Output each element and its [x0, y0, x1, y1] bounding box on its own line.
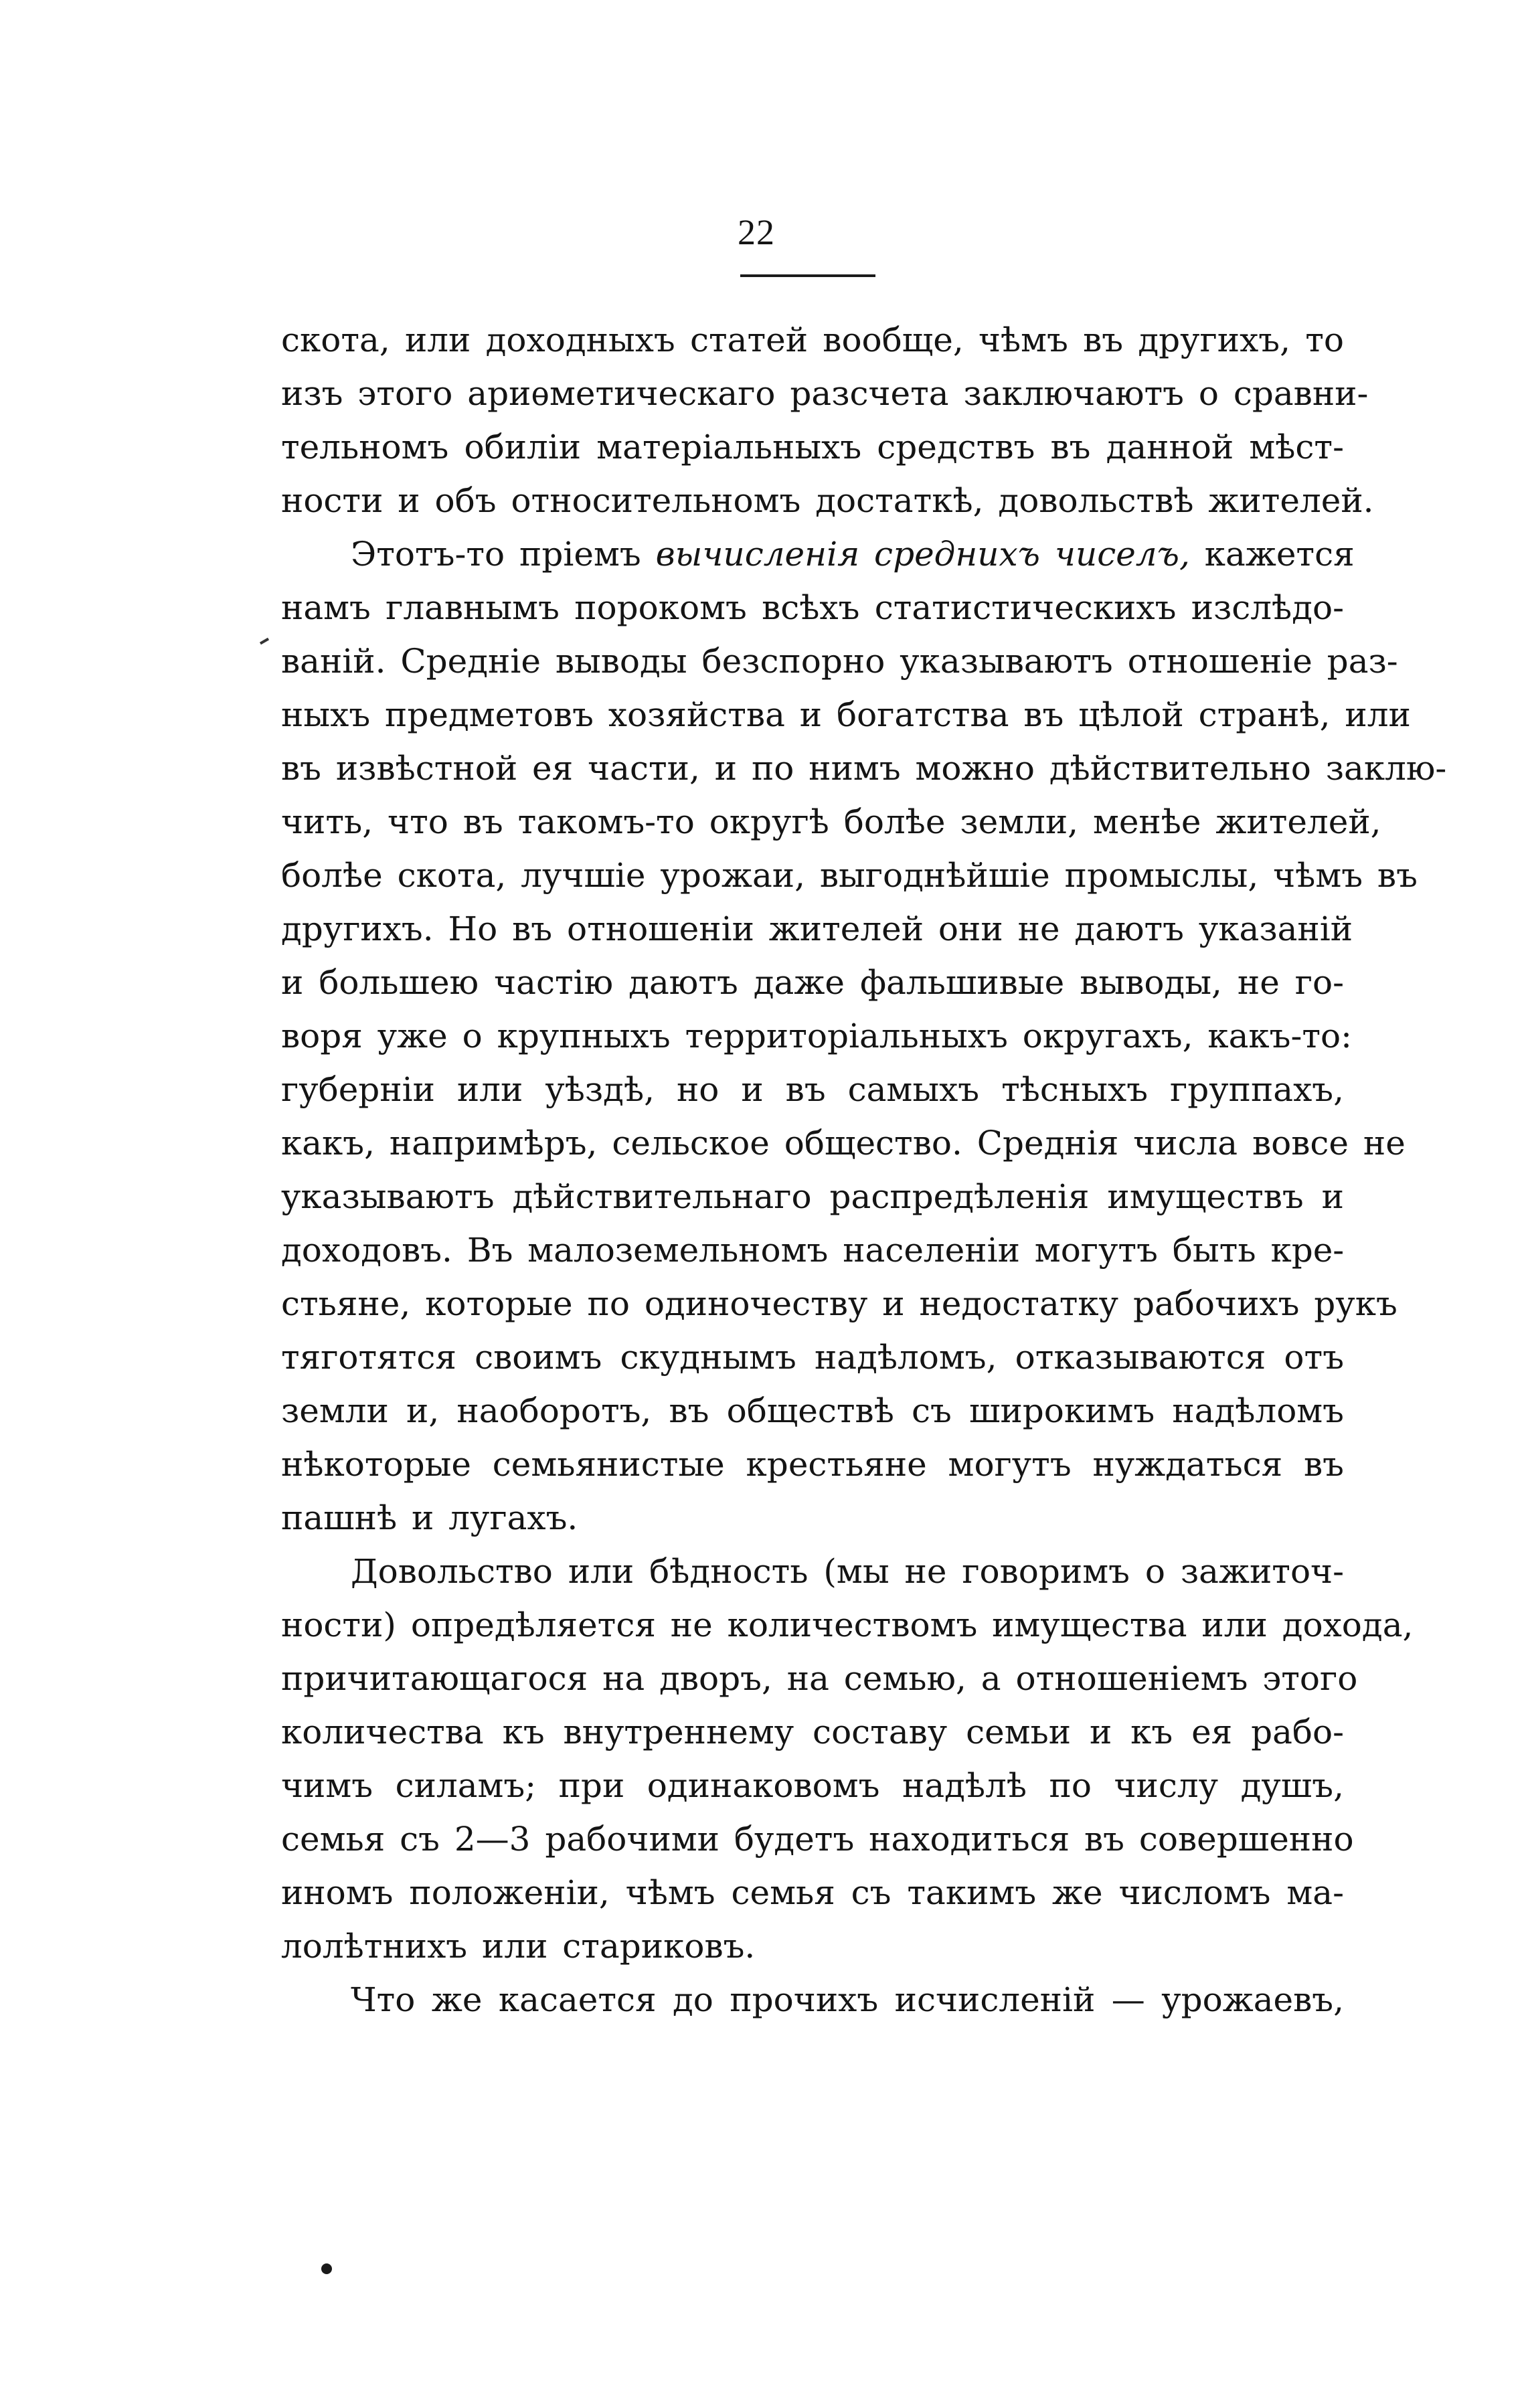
italic-phrase: вычисленія среднихъ чиселъ, — [655, 535, 1190, 574]
text-line: указываютъ дѣйствительнаго распредѣленія имуществъ и — [281, 1177, 1344, 1216]
text-line: стьяне, которые по одиночеству и недостатку рабочихъ рукъ — [281, 1284, 1397, 1323]
text-line: чимъ силамъ; при одинаковомъ надѣлѣ по числу душъ, — [281, 1766, 1344, 1805]
text-line: и большею частію даютъ даже фальшивые выводы, не го- — [281, 963, 1344, 1002]
text-line-first — [281, 527, 1355, 581]
text-line: нѣкоторые семьянистые крестьяне могутъ нуждаться въ — [281, 1445, 1344, 1484]
text-run: Этотъ-то пріемъ — [351, 535, 641, 574]
text-line: пашнѣ и лугахъ. — [281, 1498, 578, 1537]
page-number: 22 — [738, 212, 775, 252]
text-line: ныхъ предметовъ хозяйства и богатства въ цѣлой странѣ, или — [281, 695, 1411, 734]
text-line: Что же касается до прочихъ исчисленій — урожаевъ, — [351, 1980, 1344, 2019]
text-line: чить, что въ такомъ-то округѣ болѣе земли, менѣе жителей, — [281, 802, 1381, 841]
text-line: ваній. Средніе выводы безспорно указываютъ отношеніе раз- — [281, 642, 1398, 681]
text-line: семья съ 2—3 рабочими будетъ находиться въ совершенно — [281, 1820, 1354, 1859]
text-line: скота, или доходныхъ статей вообще, чѣмъ въ другихъ, то — [281, 321, 1344, 359]
text-line: воря уже о крупныхъ территоріальныхъ округахъ, какъ-то: — [281, 1017, 1352, 1055]
text-line: ности) опредѣляется не количествомъ имущества или дохода, — [281, 1606, 1414, 1644]
text-line: изъ этого ариѳметическаго разсчета заключаютъ о сравни- — [281, 374, 1369, 413]
text-line: земли и, наоборотъ, въ обществѣ съ широкимъ надѣломъ — [281, 1391, 1344, 1430]
text-line: болѣе скота, лучшіе урожаи, выгоднѣйшіе промыслы, чѣмъ въ — [281, 856, 1418, 895]
margin-mark — [260, 638, 269, 644]
paragraph-1 — [281, 313, 1374, 527]
text-run: кажется — [1204, 535, 1355, 574]
text-line: намъ главнымъ порокомъ всѣхъ статистическихъ изслѣдо- — [281, 588, 1344, 627]
ink-dot — [321, 2263, 332, 2274]
text-line: какъ, напримѣръ, сельское общество. Среднія числа вовсе не — [281, 1124, 1406, 1163]
paragraph-4 — [281, 1973, 1344, 2027]
text-line: количества къ внутреннему составу семьи и къ ея рабо- — [281, 1713, 1344, 1751]
text-line: доходовъ. Въ малоземельномъ населеніи могутъ быть кре- — [281, 1231, 1345, 1270]
text-line: Довольство или бѣдность (мы не говоримъ о зажиточ- — [351, 1552, 1344, 1591]
text-line: тельномъ обиліи матеріальныхъ средствъ въ данной мѣст- — [281, 428, 1344, 466]
text-line: ности и объ относительномъ достаткѣ, довольствѣ жителей. — [281, 481, 1374, 520]
text-line: тяготятся своимъ скуднымъ надѣломъ, отказываются отъ — [281, 1338, 1344, 1377]
text-line: другихъ. Но въ отношеніи жителей они не даютъ указаній — [281, 910, 1353, 948]
paragraph-3 — [281, 1545, 1414, 1973]
text-line: губерніи или уѣздѣ, но и въ самыхъ тѣсныхъ группахъ, — [281, 1070, 1344, 1109]
text-line: причитающагося на дворъ, на семью, а отношеніемъ этого — [281, 1659, 1358, 1698]
page-number-rule — [740, 274, 875, 277]
text-line: въ извѣстной ея части, и по нимъ можно дѣйствительно заклю- — [281, 749, 1447, 788]
text-line: лолѣтнихъ или стариковъ. — [281, 1927, 756, 1966]
paragraph-2 — [281, 527, 1447, 1545]
text-line: иномъ положеніи, чѣмъ семья съ такимъ же числомъ ма- — [281, 1873, 1344, 1912]
